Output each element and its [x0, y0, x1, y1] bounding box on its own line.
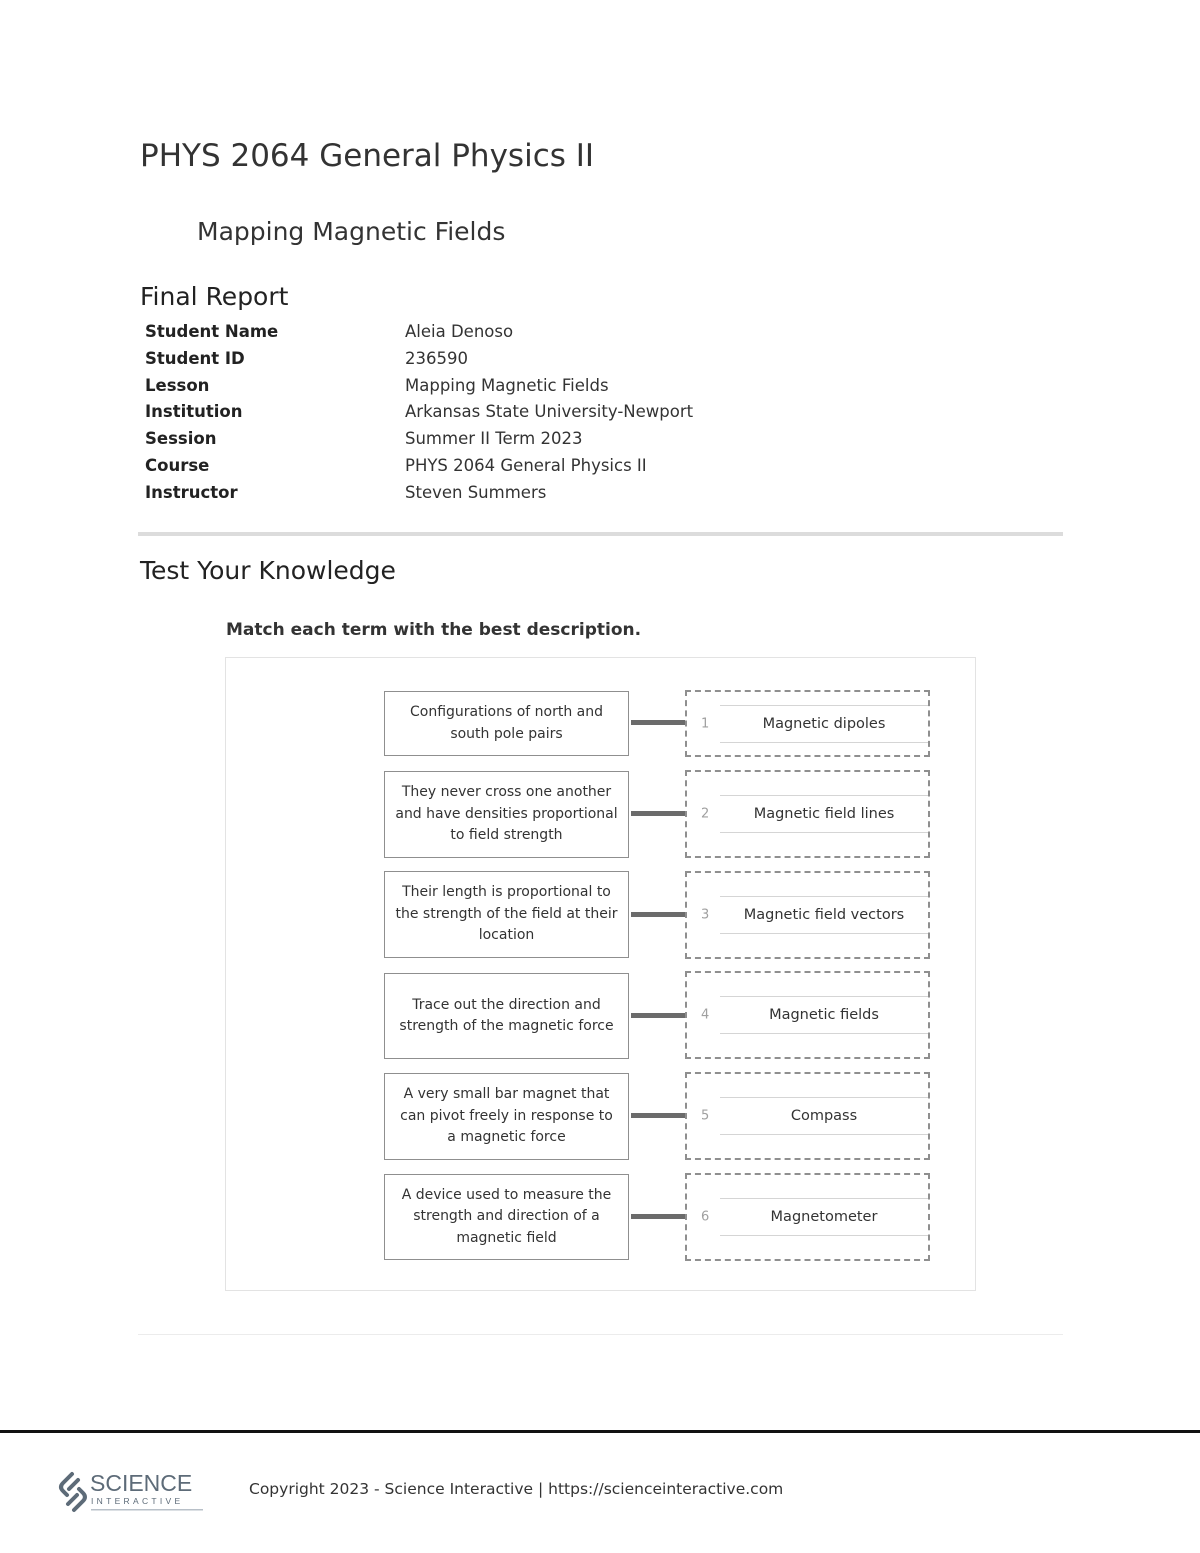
term-slot[interactable] — [685, 690, 930, 757]
term-slot[interactable] — [685, 871, 930, 959]
description-card[interactable]: A device used to measure the strength and direction of a magnetic field — [384, 1174, 629, 1260]
course-title: PHYS 2064 General Physics II — [140, 138, 595, 174]
logo-wordmark: SCIENCE — [90, 1470, 193, 1496]
info-value: PHYS 2064 General Physics II — [405, 455, 647, 475]
match-connector — [631, 912, 685, 917]
term-number: 3 — [701, 907, 710, 923]
info-value: Steven Summers — [405, 482, 547, 502]
report-title: Final Report — [140, 282, 289, 311]
section-title: Test Your Knowledge — [140, 556, 396, 585]
lab-title: Mapping Magnetic Fields — [197, 217, 506, 246]
logo-tagline-mark — [91, 1509, 203, 1511]
page-divider — [138, 1334, 1063, 1335]
info-value: Arkansas State University-Newport — [405, 402, 694, 422]
description-card[interactable]: Trace out the direction and strength of the magnetic force — [384, 973, 629, 1059]
info-label: Course — [145, 455, 210, 475]
term-label: Magnetic field lines — [720, 795, 928, 833]
info-value: Aleia Denoso — [405, 322, 514, 341]
description-card[interactable]: Configurations of north and south pole pairs — [384, 691, 629, 756]
term-label: Magnetic field vectors — [720, 896, 928, 934]
match-connector — [631, 1013, 685, 1018]
info-value: Mapping Magnetic Fields — [405, 375, 609, 395]
question-instruction: Match each term with the best description. — [226, 620, 642, 640]
logo-subword: INTERACTIVE — [91, 1496, 184, 1506]
info-value: Summer II Term 2023 — [405, 429, 583, 449]
term-label: Magnetic fields — [720, 996, 928, 1034]
term-label: Compass — [720, 1097, 928, 1135]
info-label: Student Name — [145, 322, 279, 341]
description-card[interactable]: They never cross one another and have densities proportional to field strength — [384, 771, 629, 858]
match-connector — [631, 1214, 685, 1219]
info-label: Instructor — [145, 482, 238, 502]
term-slot[interactable] — [685, 1173, 930, 1261]
info-value: 236590 — [405, 348, 468, 368]
match-connector — [631, 720, 685, 725]
match-connector — [631, 811, 685, 816]
term-number: 6 — [701, 1209, 710, 1225]
description-card[interactable]: Their length is proportional to the strength of the field at their location — [384, 871, 629, 958]
term-slot[interactable] — [685, 1072, 930, 1160]
term-label: Magnetic dipoles — [720, 705, 928, 743]
footer-rule — [0, 1430, 1200, 1433]
term-number: 2 — [701, 806, 710, 822]
info-label: Institution — [145, 402, 243, 422]
match-connector — [631, 1113, 685, 1118]
section-divider — [138, 532, 1063, 536]
term-number: 4 — [701, 1007, 710, 1023]
description-card[interactable]: A very small bar magnet that can pivot freely in response to a magnetic force — [384, 1073, 629, 1160]
term-slot[interactable] — [685, 770, 930, 858]
term-slot[interactable] — [685, 971, 930, 1059]
term-number: 5 — [701, 1108, 710, 1124]
info-label: Session — [145, 429, 217, 449]
info-label: Student ID — [145, 348, 245, 368]
science-interactive-logo — [58, 1468, 208, 1516]
term-label: Magnetometer — [720, 1198, 928, 1236]
copyright-text: Copyright 2023 - Science Interactive | https://scienceinteractive.com — [249, 1480, 784, 1498]
term-number: 1 — [701, 716, 710, 731]
info-label: Lesson — [145, 375, 210, 395]
